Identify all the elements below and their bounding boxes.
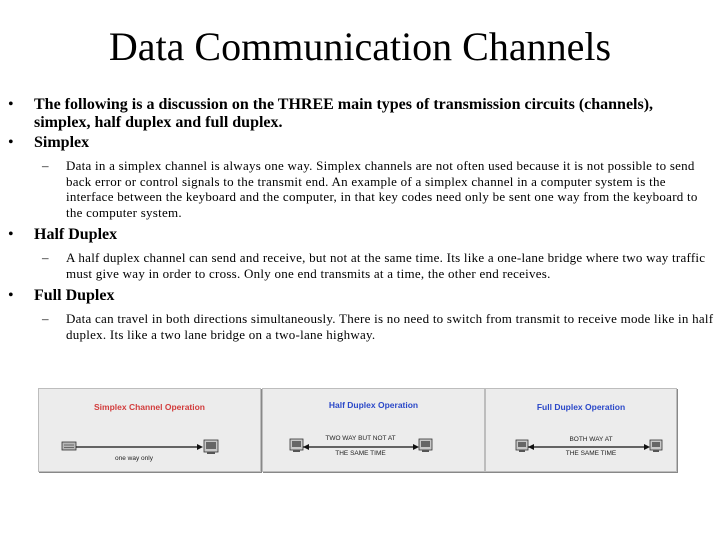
full-duplex-diagram-title: Full Duplex Operation [536,402,626,412]
half-duplex-label-2: THE SAME TIME [335,450,386,457]
computer-icon [650,440,662,452]
arrow-head [197,444,203,450]
dash-marker: – [42,311,49,326]
intro-text-line-1: The following is a discussion on the THREE main types of transmission circuits (channels), [34,96,654,113]
full-duplex-text: Data can travel in both directions simultaneously. There is no need to switch from transmit to receive mode like in half duplex. Its like a two lane bridge on a two-lane highway. [66,311,714,342]
half-duplex-heading: Half Duplex [34,226,118,243]
full-duplex-bullet [0,287,720,305]
half-duplex-diagram [262,388,485,472]
computer-icon [204,440,218,454]
full-duplex-description [0,311,720,342]
simplex-diagram-title: Simplex Channel Operation [94,402,205,412]
simplex-bullet [0,134,720,152]
simplex-heading: Simplex [34,134,90,151]
bullet-dot: • [8,96,14,113]
computer-icon [516,440,528,452]
full-duplex-label-1: BOTH WAY AT [569,436,613,443]
full-duplex-label-2: THE SAME TIME [565,450,617,457]
half-duplex-label-1: TWO WAY BUT NOT AT [325,435,396,442]
dash-marker: – [42,250,49,265]
intro-text-line-2: simplex, half duplex and full duplex. [34,114,283,131]
bullet-list [0,96,720,342]
arrow-head-right [413,444,419,450]
arrow-head-left [528,444,534,450]
bullet-dot: • [8,226,14,243]
computer-icon [290,439,303,452]
bullet-dot: • [8,287,14,304]
intro-bullet [0,96,720,132]
keyboard-icon [62,442,76,450]
bullet-dot: • [8,134,14,151]
dash-marker: – [42,158,49,173]
half-duplex-text: A half duplex channel can send and receive, but not at the same time. Its like a one-lane bridge where two way traffic must give way in order to cross. Only one end transmits at a time, the other end receives. [66,250,706,281]
full-duplex-heading: Full Duplex [34,287,115,304]
simplex-text: Data in a simplex channel is always one way. Simplex channels are not often used because it is not possible to send back error or control signals to the transmit end. An example of a simplex channel in a computer system is the interface between the keyboard and the computer, in that key codes need only be sent one way from the keyboard to the computer system. [66,158,698,220]
slide-title: Data Communication Channels [108,24,612,69]
full-duplex-diagram [485,388,677,472]
half-duplex-diagram-title: Half Duplex Operation [328,400,419,410]
half-duplex-bullet [0,226,720,244]
simplex-diagram [38,388,261,472]
simplex-diagram-label: one way only [115,455,153,462]
computer-icon [419,439,432,452]
simplex-description [0,158,720,220]
arrow-head-right [644,444,650,450]
half-duplex-description [0,250,720,281]
